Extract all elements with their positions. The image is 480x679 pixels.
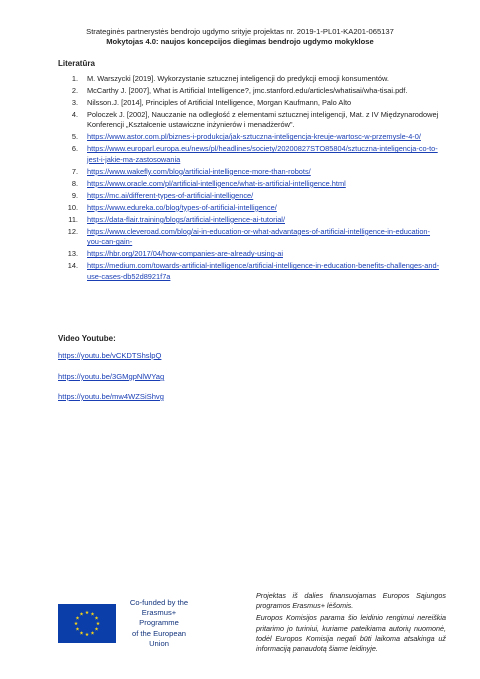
disclaimer-paragraph-2: Europos Komisijos parama šio leidinio rengimui nereiškia pritarimo jo turiniui, kuriame pateikiama autorių nuomonė, todėl Europos Komisija negali būti laikoma atsakinga už informaciją panaudotą šiame leidinyje. (256, 613, 446, 654)
literature-item[interactable] (58, 249, 440, 259)
literature-item-number: 1. (71, 74, 78, 83)
video-link-1[interactable]: https://youtu.be/vCKDTShslpQ (58, 351, 162, 360)
literature-item-text: Poloczek J. [2002], Nauczanie na odległość z elementami sztucznej inteligencji, Mat. z IV Międzynarodowej Konferencji „Kształcenie ustawiczne inżynierów i menadżerów". (87, 110, 439, 130)
literature-item (58, 98, 440, 108)
literature-item-number: 11. (68, 214, 78, 224)
document-header (0, 27, 480, 47)
literature-item-link[interactable]: https://www.oracle.com/pl/artificial-intelligence/what-is-artificial-intelligence.html (87, 178, 346, 188)
eu-star (91, 631, 95, 635)
project-title-line: Mokytojas 4.0: naujos koncepcijos diegimas bendrojo ugdymo mokyklose (106, 37, 374, 46)
literature-item-link[interactable]: https://www.astor.com.pl/biznes-i-produkcja/jak-sztuczna-inteligencja-kreuje-wartosc-w-przemysle-4-0/ (87, 132, 421, 142)
literature-item-link[interactable]: https://www.europarl.europa.eu/news/pl/headlines/society/20200827STO85804/sztuczna-inteligencja-co-to-jest-i-jakie-ma-zastosowania (87, 144, 438, 164)
literature-item[interactable] (58, 215, 440, 225)
literature-list (58, 74, 440, 284)
eu-star (74, 622, 78, 626)
literature-item-number: 13. (67, 249, 78, 259)
video-heading: Video Youtube: (58, 334, 116, 343)
eu-star (85, 633, 89, 637)
eu-star (95, 627, 99, 631)
literature-item (58, 74, 440, 84)
literature-item-link[interactable]: https://www.edureka.co/blog/types-of-artificial-intelligence/ (87, 202, 277, 212)
literature-item (58, 110, 440, 131)
literature-item-link[interactable]: https://data-flair.training/blogs/artificial-intelligence-ai-tutorial/ (87, 214, 285, 224)
disclaimer-paragraph-1: Projektas iš dalies finansuojamas Europos Sąjungos programos Erasmus+ lėšomis. (256, 591, 446, 611)
video-link-2[interactable]: https://youtu.be/3GMgpNlWYag (58, 372, 165, 381)
eu-star (76, 616, 80, 620)
literature-item-number: 14. (67, 261, 78, 271)
literature-item-link[interactable]: https://medium.com/towards-artificial-intelligence/artificial-intelligence-in-education-benefits-challenges-and-use-cases-db52d8921f7a (87, 261, 440, 281)
eu-text-line2: Erasmus+ Programme (139, 608, 179, 628)
literature-item-link[interactable]: https://www.wakefly.com/blog/artificial-intelligence-more-than-robots/ (87, 166, 311, 176)
project-number-line: Strateginės partnerystės bendrojo ugdymo srityje projektas nr. 2019-1-PL01-KA201-065137 (86, 27, 394, 36)
literature-item[interactable] (58, 203, 440, 213)
literature-item-link[interactable]: https://www.cleveroad.com/blog/ai-in-education-or-what-advantages-of-artificial-intelligence-in-education-you-can-gain- (87, 226, 431, 247)
literature-item[interactable] (58, 132, 440, 142)
video-link-3[interactable]: https://youtu.be/mw4WZSiShvg (58, 392, 164, 401)
literature-item[interactable] (58, 144, 440, 165)
literature-item-text: McCarthy J. [2007], What is Artificial Intelligence?, jmc.stanford.edu/articles/whatisai/wha-tisai.pdf. (87, 86, 408, 95)
eu-star (85, 611, 89, 615)
literature-item-number: 10. (67, 202, 78, 212)
literature-heading: Literatūra (58, 59, 95, 68)
literature-item-link[interactable]: https://mc.ai/different-types-of-artificial-intelligence/ (87, 190, 254, 200)
funding-disclaimer (256, 591, 446, 656)
literature-item-number: 6. (71, 144, 78, 154)
literature-item[interactable] (58, 227, 440, 248)
literature-item-number: 12. (67, 226, 78, 236)
literature-item[interactable] (58, 179, 440, 189)
literature-item-number: 2. (71, 86, 78, 95)
literature-item-number: 9. (71, 190, 78, 200)
literature-item[interactable] (58, 261, 440, 282)
eu-star (96, 622, 100, 626)
literature-item-number: 4. (71, 110, 78, 119)
literature-item-text: Nilsson.J. [2014], Principles of Artificial Intelligence, Morgan Kaufmann, Palo Alto (87, 98, 352, 107)
eu-text-line1: Co-funded by the (129, 598, 189, 607)
literature-item (58, 86, 440, 96)
literature-item-number: 5. (71, 132, 78, 142)
eu-cofunded-logo (58, 598, 196, 649)
eu-star (80, 631, 84, 635)
literature-item-link[interactable]: https://hbr.org/2017/04/how-companies-are-already-using-ai (87, 249, 283, 259)
literature-item[interactable] (58, 191, 440, 201)
eu-star (95, 616, 99, 620)
eu-text-line3: of the European Union (131, 628, 187, 648)
literature-item-number: 8. (71, 178, 78, 188)
literature-item-number: 7. (71, 166, 78, 176)
eu-star (76, 627, 80, 631)
literature-item[interactable] (58, 167, 440, 177)
eu-cofunded-text (122, 598, 196, 649)
eu-star (80, 612, 84, 616)
eu-flag-icon (58, 604, 116, 643)
literature-item-number: 3. (71, 98, 78, 107)
eu-star (91, 612, 95, 616)
literature-item-text: M. Warszycki [2019]. Wykorzystanie sztucznej inteligencji do predykcji emocji konsumentów. (87, 74, 389, 83)
